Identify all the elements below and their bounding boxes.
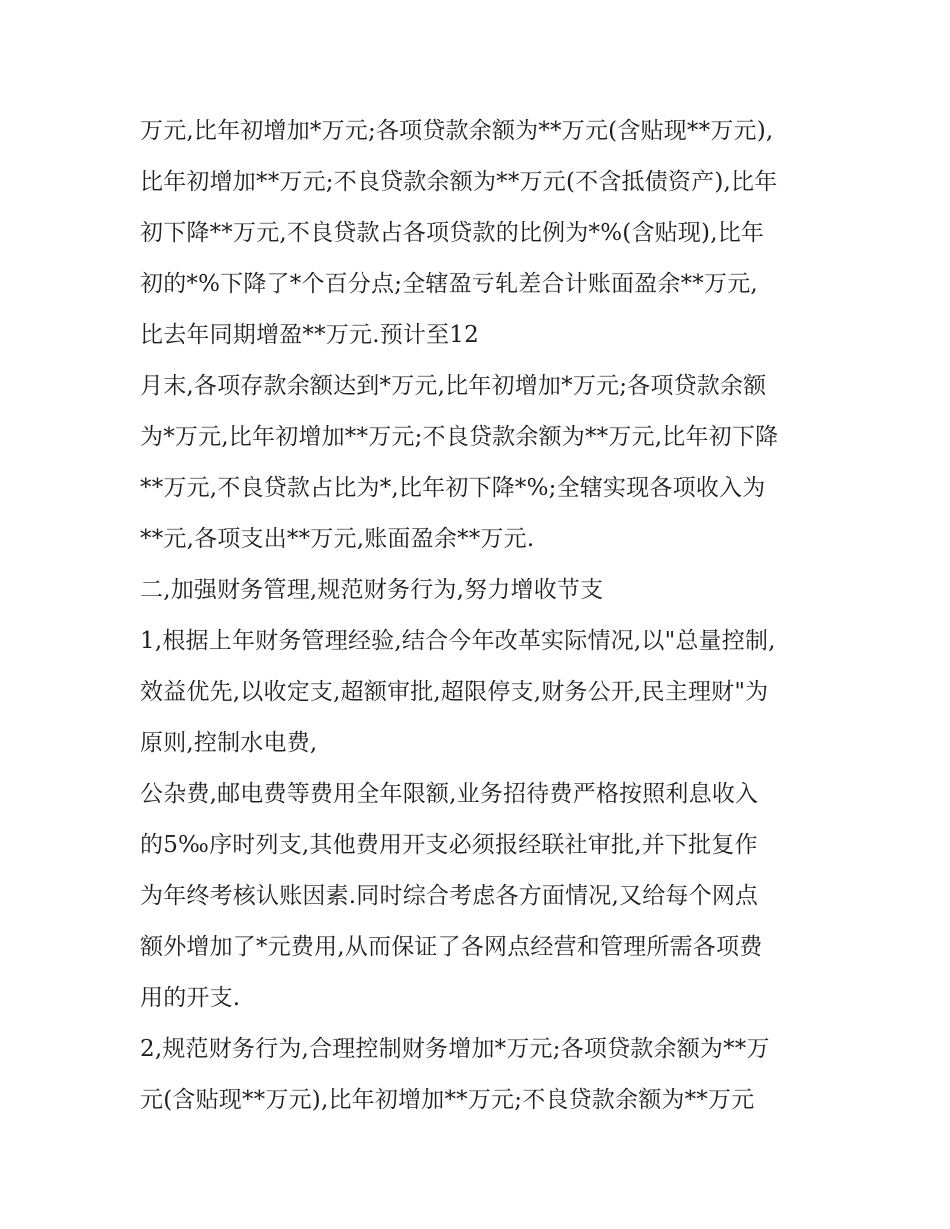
text-line-20: 元(含贴现**万元),比年初增加**万元;不良贷款余额为**万元 [140, 1087, 755, 1113]
text-line-18: 用的开支. [140, 985, 241, 1011]
text-line-13: 原则,控制水电费, [140, 730, 318, 756]
section-heading: 二,加强财务管理,规范财务行为,努力增收节支 [140, 577, 604, 603]
text-line-15: 的5‰序时列支,其他费用开支必须报经联社审批,并下批复作 [140, 832, 758, 858]
text-line-2: 比年初增加**万元;不良贷款余额为**万元(不含抵债资产),比年 [140, 169, 778, 195]
text-line-8: **万元,不良贷款占比为*,比年初下降*%;全辖实现各项收入为 [140, 475, 766, 501]
text-line-1: 万元,比年初增加*万元;各项贷款余额为**万元(含贴现**万元), [140, 118, 774, 144]
text-line-3: 初下降**万元,不良贷款占各项贷款的比例为*%(含贴现),比年 [140, 220, 765, 246]
text-line-4: 初的*%下降了*个百分点;全辖盈亏轧差合计账面盈余**万元, [140, 271, 758, 297]
text-line-7: 为*万元,比年初增加**万元;不良贷款余额为**万元,比年初下降 [140, 424, 779, 450]
text-line-14: 公杂费,邮电费等费用全年限额,业务招待费严格按照利息收入 [140, 781, 759, 807]
text-line-19: 2,规范财务行为,合理控制财务增加*万元;各项贷款余额为**万 [140, 1036, 770, 1062]
text-line-11: 1,根据上年财务管理经验,结合今年改革实际情况,以"总量控制, [140, 628, 776, 654]
text-line-12: 效益优先,以收定支,超额审批,超限停支,财务公开,民主理财"为 [140, 679, 769, 705]
text-line-5: 比去年同期增盈**万元.预计至12 [140, 322, 479, 348]
text-line-16: 为年终考核认账因素.同时综合考虑各方面情况,又给每个网点 [140, 883, 759, 909]
text-line-6: 月末,各项存款余额达到*万元,比年初增加*万元;各项贷款余额 [140, 373, 767, 399]
text-line-17: 额外增加了*元费用,从而保证了各网点经营和管理所需各项费 [140, 934, 763, 960]
text-line-9: **元,各项支出**万元,账面盈余**万元. [140, 526, 535, 552]
